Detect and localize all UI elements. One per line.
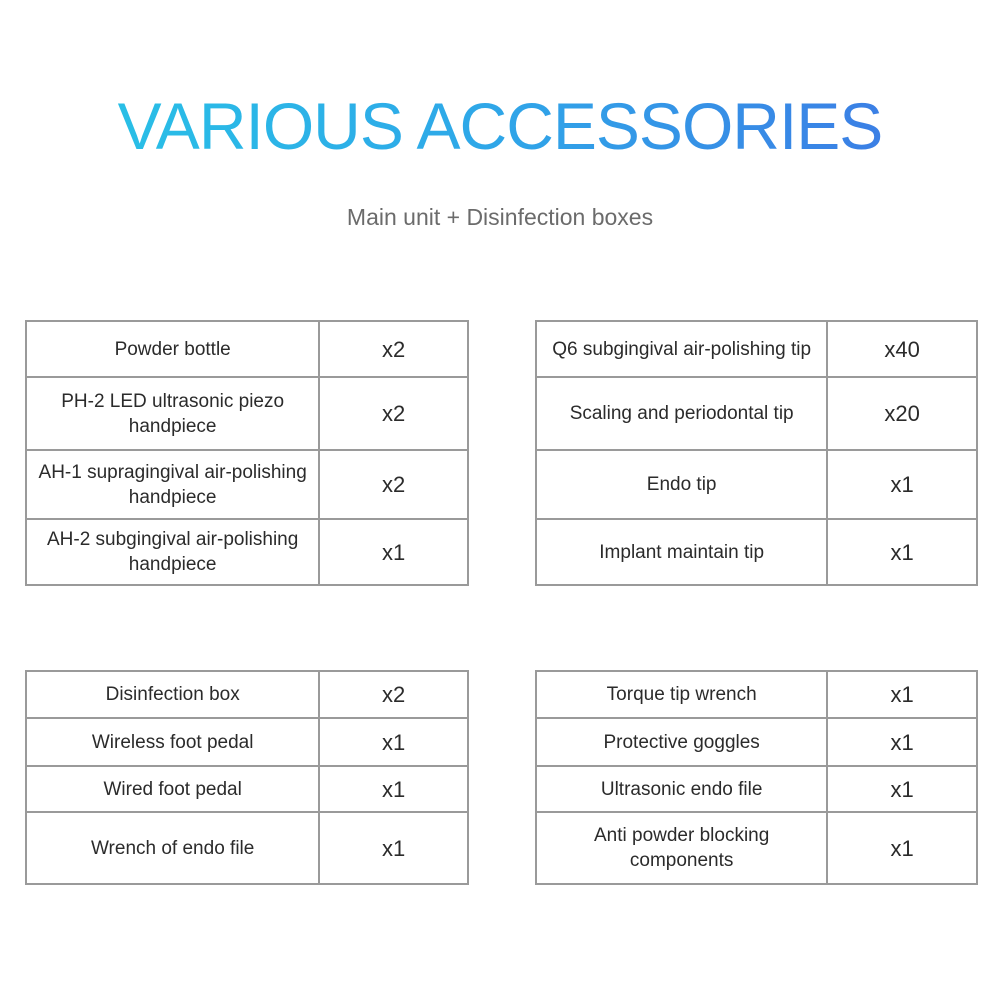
item-quantity: x20 [827,377,977,450]
table-row [536,450,977,519]
item-quantity: x2 [319,321,468,377]
item-quantity: x1 [319,718,468,766]
page-title: VARIOUS ACCESSORIES [0,86,1000,166]
table-row [26,671,468,718]
table-row [26,321,468,377]
table-row [26,766,468,812]
table-row [26,812,468,884]
accessories-table-main-unit [25,320,469,586]
item-name: Protective goggles [536,718,827,766]
page-subtitle: Main unit + Disinfection boxes [346,204,654,230]
item-name: Torque tip wrench [536,671,827,718]
item-quantity: x1 [319,519,468,585]
table-row [26,519,468,585]
item-name: Wireless foot pedal [26,718,319,766]
item-quantity: x1 [827,718,977,766]
table-row [26,718,468,766]
table-row [536,377,977,450]
item-name: Scaling and periodontal tip [536,377,827,450]
item-quantity: x1 [827,812,977,884]
item-quantity: x40 [827,321,977,377]
item-name: Endo tip [536,450,827,519]
item-name: Wrench of endo file [26,812,319,884]
item-name: Anti powder blocking components [536,812,827,884]
item-name: Disinfection box [26,671,319,718]
item-quantity: x1 [319,812,468,884]
item-quantity: x1 [319,766,468,812]
item-name: Powder bottle [26,321,319,377]
item-name: PH-2 LED ultrasonic piezo handpiece [26,377,319,450]
table-row [536,519,977,585]
item-quantity: x1 [827,671,977,718]
item-name: Ultrasonic endo file [536,766,827,812]
item-quantity: x2 [319,377,468,450]
table-row [26,377,468,450]
item-quantity: x1 [827,519,977,585]
table-row [536,766,977,812]
table-row [26,450,468,519]
accessories-table-tools [535,670,978,885]
accessories-table-pedals [25,670,469,885]
accessories-table-tips [535,320,978,586]
item-quantity: x2 [319,671,468,718]
table-row [536,321,977,377]
item-name: Q6 subgingival air-polishing tip [536,321,827,377]
item-name: Wired foot pedal [26,766,319,812]
item-quantity: x1 [827,766,977,812]
item-quantity: x1 [827,450,977,519]
table-row [536,812,977,884]
item-name: AH-2 subgingival air-polishing handpiece [26,519,319,585]
table-row [536,718,977,766]
item-name: Implant maintain tip [536,519,827,585]
table-row [536,671,977,718]
item-quantity: x2 [319,450,468,519]
item-name: AH-1 supragingival air-polishing handpiece [26,450,319,519]
